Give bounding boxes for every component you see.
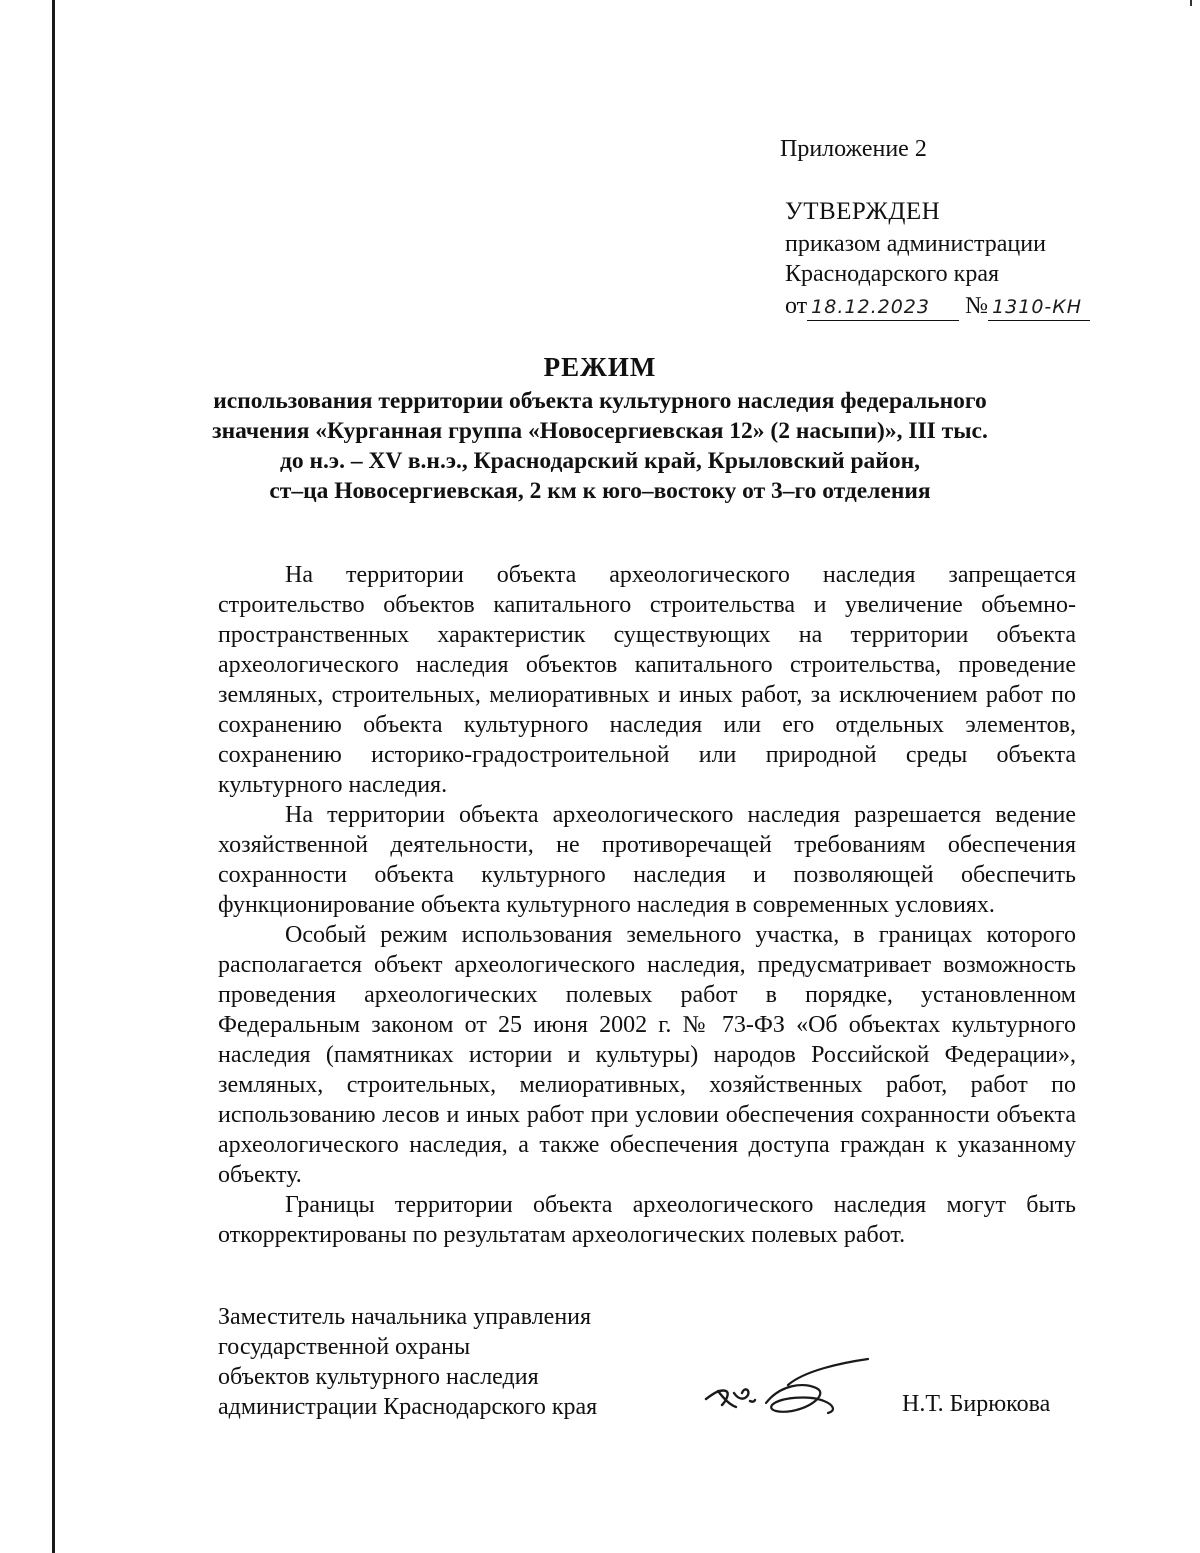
order-number-handwritten: 1310-КН	[988, 294, 1090, 321]
signatory-position-line-3: объектов культурного наследия	[218, 1364, 539, 1390]
order-reference	[785, 291, 1090, 321]
appendix-label: Приложение 2	[780, 136, 927, 162]
order-date-prefix: от	[785, 293, 808, 319]
body-paragraph-2: На территории объекта археологического наследия разрешается ведение хозяйственной деятельности, не противоречащей требованиям обеспечения сохранности объекта культурного наследия и позволяющей обеспечить функционирование объекта культурного наследия в современных условиях.	[218, 802, 1076, 918]
signatory-position	[218, 1302, 597, 1422]
approval-block	[785, 197, 1090, 321]
approved-by-line-1: приказом администрации	[785, 231, 1046, 257]
body-paragraph-1: На территории объекта археологического наследия запрещается строительство объектов капитального строительства и увеличение объемно-пространственных характеристик существующих на территории объекта археологического наследия объектов капитального строительства, проведение земляных, строительных, мелиоративных и иных работ, за исключением работ по сохранению объекта культурного наследия или его отдельных элементов, сохранению историко-градостроительной или природной среды объекта культурного наследия.	[218, 562, 1076, 798]
title-subtitle-line-1: использования территории объекта культурного наследия федерального	[213, 388, 987, 414]
title-main: РЕЖИМ	[543, 352, 657, 382]
order-number-prefix: №	[965, 293, 989, 319]
approved-by-line-2: Краснодарского края	[785, 261, 1000, 287]
document-body	[218, 560, 1076, 1250]
signatory-position-line-2: государственной охраны	[218, 1334, 471, 1360]
document-title	[150, 350, 1050, 506]
title-subtitle-line-2: значения «Курганная группа «Новосергиевская 12» (2 насыпи)», III тыс.	[212, 418, 988, 444]
body-paragraph-4: Границы территории объекта археологического наследия могут быть откорректированы по результатам археологических полевых работ.	[218, 1192, 1076, 1248]
approved-label: УТВЕРЖДЕН	[785, 198, 941, 225]
order-date-handwritten: 18.12.2023	[807, 294, 959, 321]
signatory-name: Н.Т. Бирюкова	[902, 1391, 1051, 1417]
signatory-position-line-4: администрации Краснодарского края	[218, 1394, 598, 1420]
signatory-position-line-1: Заместитель начальника управления	[218, 1304, 592, 1330]
left-margin-rule	[52, 0, 55, 1553]
title-subtitle-line-4: ст–ца Новосергиевская, 2 км к юго–востоку от 3–го отделения	[269, 478, 931, 504]
handwritten-signature	[700, 1355, 870, 1425]
title-subtitle-line-3: до н.э. – XV в.н.э., Краснодарский край, Крыловский район,	[279, 448, 921, 474]
scan-corner-mark	[1190, 0, 1192, 6]
body-paragraph-3: Особый режим использования земельного участка, в границах которого располагается объект археологического наследия, предусматривает возможность проведения археологических полевых работ в порядке, установленном Федеральным законом от 25 июня 2002 г. № 73-ФЗ «Об объектах культурного наследия (памятниках истории и культуры) народов Российской Федерации», земляных, строительных, мелиоративных, хозяйственных работ, работ по использованию лесов и иных работ при условии обеспечения сохранности объекта археологического наследия, а также обеспечения доступа граждан к указанному объекту.	[218, 922, 1076, 1188]
